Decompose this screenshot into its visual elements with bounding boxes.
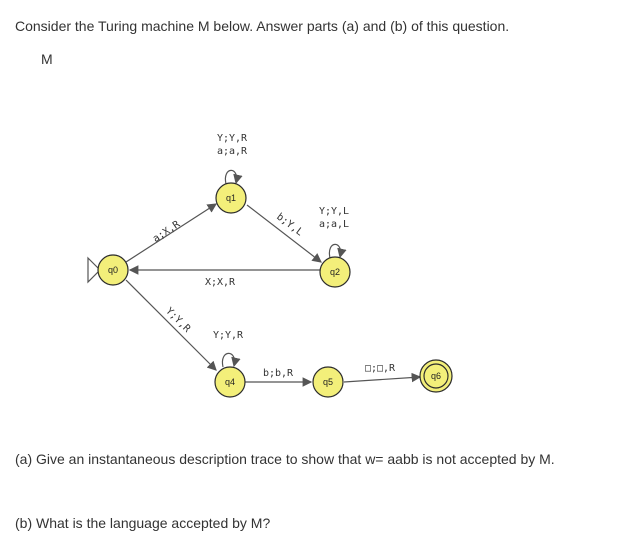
q2-loop-label-top: Y;Y,L — [318, 206, 350, 217]
q4-loop-label: Y;Y,R — [212, 330, 244, 341]
question-intro: Consider the Turing machine M below. Answer parts (a) and (b) of this question. — [15, 18, 510, 34]
state-q0 — [98, 255, 128, 285]
edge-q0-q1-label: a;X,R — [151, 218, 183, 245]
state-q2 — [320, 257, 350, 287]
edge-q4-q5-label: b;b,R — [262, 368, 294, 379]
edge-q5-q6 — [344, 377, 420, 382]
state-q5-label: q5 — [322, 377, 334, 387]
state-q0-label: q0 — [107, 265, 119, 275]
loop-q2 — [329, 244, 340, 258]
question-part-b: (b) What is the language accepted by M? — [15, 515, 271, 531]
edge-q0-q4 — [126, 280, 216, 370]
q2-loop-label-bottom: a;a,L — [318, 219, 350, 230]
state-q6-accept — [420, 360, 452, 392]
state-q2-label: q2 — [329, 267, 341, 277]
q1-loop-label-top: Y;Y,R — [216, 133, 248, 144]
state-q4-label: q4 — [224, 377, 236, 387]
loop-q1 — [225, 170, 236, 184]
state-q4 — [215, 367, 245, 397]
state-q1-label: q1 — [225, 193, 237, 203]
edge-q2-q0-label: X;X,R — [204, 277, 236, 288]
edge-q0-q4-label: Y;Y,R — [163, 305, 193, 335]
q1-loop-label-bottom: a;a,R — [216, 146, 248, 157]
state-q1 — [216, 183, 246, 213]
question-part-a: (a) Give an instantaneous description trace to show that w= aabb is not accepted by M. — [15, 451, 555, 467]
state-q5 — [313, 367, 343, 397]
machine-name: M — [41, 51, 53, 67]
state-q6-label: q6 — [430, 371, 442, 381]
loop-q4 — [222, 353, 234, 367]
edge-q5-q6-label: □;□,R — [364, 363, 396, 374]
edge-q1-q2-label: b;Y,L — [274, 211, 305, 239]
